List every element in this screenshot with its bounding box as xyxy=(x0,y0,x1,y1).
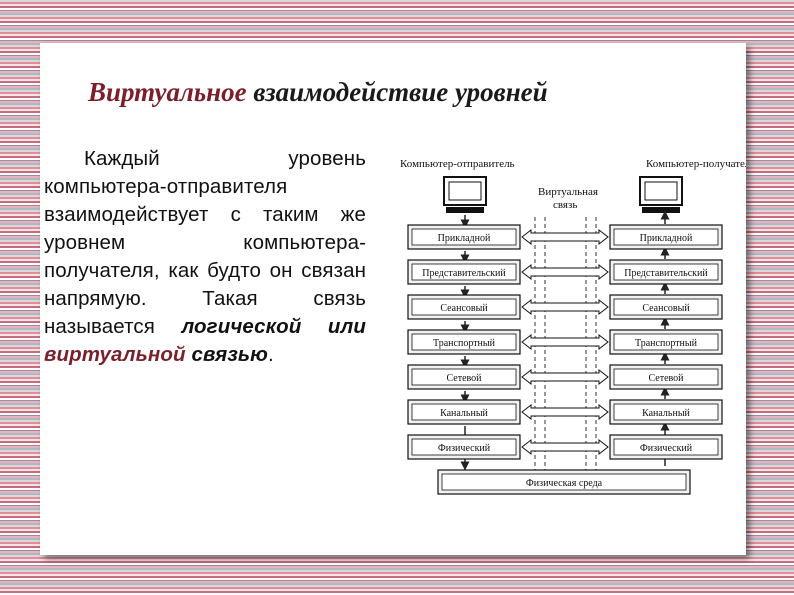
physical-medium-label: Физическая среда xyxy=(525,478,603,489)
sender-layer-label: Сетевой xyxy=(446,373,482,384)
receiver-layer-label: Транспортный xyxy=(635,338,697,349)
sender-layer-label: Сеансовый xyxy=(440,303,488,314)
layer-row xyxy=(408,295,722,319)
sender-caption: Компьютер-отправитель xyxy=(400,158,515,170)
term-virtual: виртуальной xyxy=(44,343,186,366)
term-logical: логической xyxy=(181,315,302,338)
term-link: связью xyxy=(191,343,268,366)
virtual-link-caption-1: Виртуальная xyxy=(538,186,598,198)
layer-rows xyxy=(408,225,722,459)
virtual-link-caption-2: связь xyxy=(553,199,578,211)
slide xyxy=(40,43,746,555)
title-rest: взаимодействие уровней xyxy=(246,77,548,107)
physical-medium-box xyxy=(438,470,690,494)
title-accent: Виртуальное xyxy=(88,77,247,107)
sender-layer-label: Канальный xyxy=(440,408,488,419)
sender-layer-label: Физический xyxy=(437,443,491,454)
receiver-layer-label: Сеансовый xyxy=(642,303,690,314)
layer-row xyxy=(408,225,722,249)
sender-computer-icon xyxy=(444,177,486,213)
receiver-layer-label: Канальный xyxy=(642,408,690,419)
receiver-layer-label: Прикладной xyxy=(639,233,693,244)
body-text xyxy=(44,145,366,369)
receiver-computer-icon xyxy=(640,177,682,213)
receiver-layer-label: Представительский xyxy=(624,268,708,279)
receiver-caption: Компьютер-получатель xyxy=(646,158,746,170)
body-paragraph: Каждый уровень компьютера-отправителя взаимодействует с таким же уровнем компьютера-получателя, как будто он связан напрямую. Такая связь называется xyxy=(44,147,366,338)
layer-row xyxy=(408,435,722,459)
osi-diagram xyxy=(390,155,746,503)
period: . xyxy=(268,343,274,366)
receiver-layer-label: Физический xyxy=(639,443,693,454)
slide-title xyxy=(88,77,728,108)
layer-row xyxy=(408,260,722,284)
sender-layer-label: Прикладной xyxy=(437,233,491,244)
layer-row xyxy=(408,365,722,389)
osi-diagram-svg xyxy=(390,155,746,503)
sender-layer-label: Транспортный xyxy=(433,338,495,349)
sender-layer-label: Представительский xyxy=(422,268,506,279)
layer-row xyxy=(408,330,722,354)
layer-row xyxy=(408,400,722,424)
receiver-layer-label: Сетевой xyxy=(648,373,684,384)
word-or: или xyxy=(301,315,366,338)
